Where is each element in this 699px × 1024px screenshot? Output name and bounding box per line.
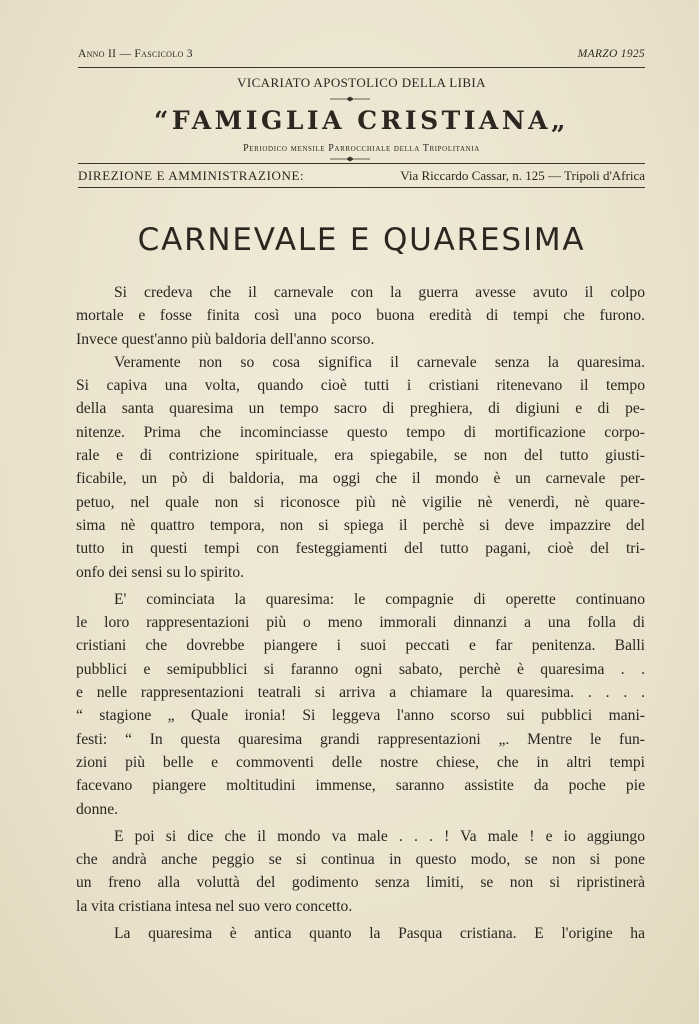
running-head — [78, 48, 645, 66]
text-line: tutto in questi tempi con festeggiamenti del tutto pagani, cioè del tri- — [76, 540, 645, 558]
article-title: CARNEVALE E QUARESIMA — [137, 222, 586, 258]
text-line: Si capiva una volta, quando cioè tutti i cristiani ritenevano il tempo — [76, 377, 645, 395]
text-line: che andrà anche peggio se si continua in questo modo, se non si pone — [76, 851, 645, 869]
text-line: della santa quaresima un tempo sacro di preghiera, di digiuni e di pe- — [76, 400, 645, 418]
text-line: mortale e fosse finita così una poco buona eredità di tempi che furono. — [76, 307, 645, 325]
text-line: nitenze. Prima che incominciasse questo tempo di mortificazione corpo- — [76, 423, 645, 441]
text-line: le loro rappresentazioni più o meno immorali dinnanzi a una folla di — [76, 614, 645, 632]
text-line: “ stagione „ Quale ironia! Si leggeva l'anno scorso sui pubblici mani- — [76, 707, 645, 725]
masthead-bottom-rule — [78, 187, 645, 188]
text-line: E' cominciata la quaresima: le compagnie di operette continuano — [114, 590, 645, 608]
masthead-title: “FAMIGLIA CRISTIANA„ — [154, 106, 569, 135]
admin-label: DIREZIONE E AMMINISTRAZIONE: — [78, 168, 305, 183]
text-line: rale e di contrizione spirituale, era spiegabile, se non del tutto giusti- — [76, 447, 645, 465]
admin-address: Via Riccardo Cassar, n. 125 — Tripoli d'Africa — [400, 168, 645, 183]
text-line: Invece quest'anno più baldoria dell'anno scorso. — [76, 330, 375, 348]
ornament-divider — [330, 96, 370, 102]
vicariate-line: VICARIATO APOSTOLICO DELLA LIBIA — [237, 75, 486, 90]
text-line: onfo dei sensi su lo spirito. — [76, 563, 245, 581]
article-body — [76, 281, 645, 945]
ornament-divider — [330, 156, 370, 162]
text-line: facevano piangere moltitudini immense, saranno assistite da poche pie — [76, 777, 645, 795]
issue-info: Anno II — Fascicolo 3 — [78, 48, 193, 60]
text-line: Si credeva che il carnevale con la guerra avesse avuto il colpo — [114, 284, 645, 301]
text-line: un freno alla voluttà del godimento senza limiti, se non si ripristinerà — [76, 874, 645, 892]
issue-date: MARZO 1925 — [577, 48, 645, 60]
text-line: pubblici e semipubblici si faranno ogni sabato, perchè è quaresima . . — [76, 660, 645, 678]
text-line: ficabile, un pò di baldoria, ma oggi che il mondo è un carnevale per- — [76, 470, 645, 488]
text-line: La quaresima è antica quanto la Pasqua cristiana. E l'origine ha — [114, 925, 645, 943]
text-line: donne. — [76, 800, 119, 818]
masthead-subtitle: Periodico mensile Parrocchiale della Tripolitania — [243, 143, 480, 154]
text-line: Veramente non so cosa significa il carnevale senza la quaresima. — [114, 353, 645, 371]
header-rule — [78, 67, 645, 68]
text-line: e nelle rappresentazioni teatrali si arriva a chiamare la quaresima. . . . . — [76, 684, 645, 702]
text-line: zioni più belle e commoventi delle nostre chiese, che in altri tempi — [76, 753, 645, 771]
masthead-rule — [78, 163, 645, 164]
admin-line — [78, 168, 645, 184]
text-line: petuo, nel quale non si riconosce più nè vigilie nè venerdì, nè quare- — [76, 493, 645, 511]
text-line: sima nè quattro tempora, non si spiega il perchè si deve impazzire del — [76, 516, 645, 534]
text-line: cristiani che dovrebbe piangere i suoi peccati e far penitenza. Balli — [76, 637, 645, 655]
text-line: festi: “ In questa quaresima grandi rappresentazioni „. Mentre le fun- — [76, 730, 645, 748]
text-line: E poi si dice che il mondo va male . . . ! Va male ! e io aggiungo — [114, 827, 645, 845]
text-line: la vita cristiana intesa nel suo vero concetto. — [76, 897, 353, 915]
